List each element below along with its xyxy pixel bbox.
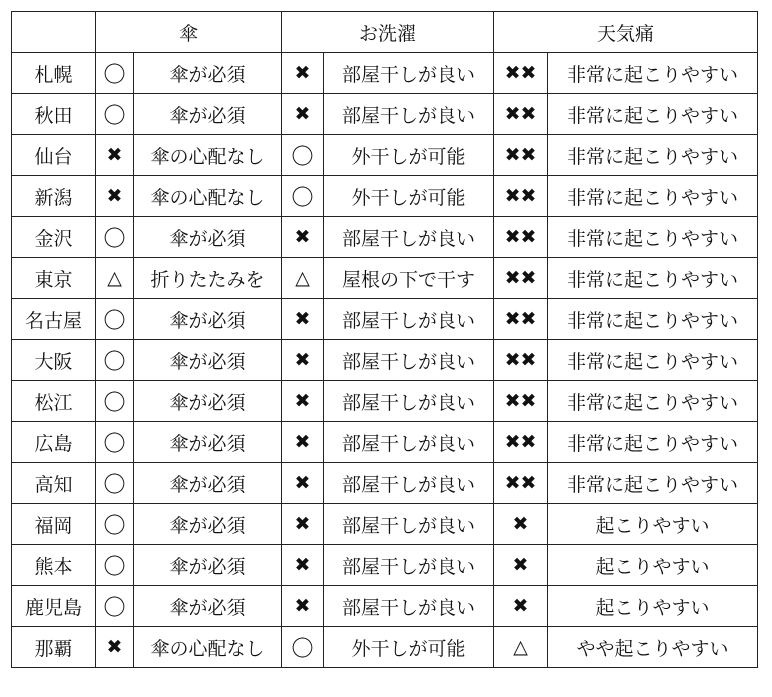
weather-pain-text: 起こりやすい [548, 504, 758, 545]
table-row [12, 340, 758, 381]
umbrella-mark: 〇 [96, 381, 134, 422]
laundry-text: 部屋干しが良い [324, 545, 494, 586]
laundry-text: 部屋干しが良い [324, 381, 494, 422]
weather-pain-text: やや起こりやすい [548, 627, 758, 668]
header-weather-pain: 天気痛 [494, 12, 758, 53]
umbrella-text: 傘が必須 [134, 381, 282, 422]
forecast-table [11, 11, 758, 668]
laundry-text: 部屋干しが良い [324, 217, 494, 258]
table-row [12, 422, 758, 463]
laundry-mark: ✖ [282, 217, 324, 258]
header-umbrella: 傘 [96, 12, 282, 53]
city-cell: 那覇 [12, 627, 96, 668]
laundry-mark: ✖ [282, 504, 324, 545]
umbrella-text: 傘が必須 [134, 422, 282, 463]
laundry-text: 部屋干しが良い [324, 422, 494, 463]
city-cell: 高知 [12, 463, 96, 504]
umbrella-text: 傘の心配なし [134, 135, 282, 176]
city-cell: 新潟 [12, 176, 96, 217]
weather-pain-text: 非常に起こりやすい [548, 176, 758, 217]
laundry-text: 部屋干しが良い [324, 504, 494, 545]
table-row [12, 545, 758, 586]
umbrella-mark: 〇 [96, 545, 134, 586]
table-row [12, 586, 758, 627]
weather-pain-mark: ✖✖ [494, 94, 548, 135]
umbrella-text: 傘が必須 [134, 586, 282, 627]
weather-pain-mark: △ [494, 627, 548, 668]
umbrella-mark: ✖ [96, 176, 134, 217]
laundry-text: 部屋干しが良い [324, 94, 494, 135]
umbrella-mark: 〇 [96, 299, 134, 340]
city-cell: 福岡 [12, 504, 96, 545]
umbrella-text: 傘が必須 [134, 94, 282, 135]
umbrella-mark: 〇 [96, 340, 134, 381]
weather-pain-text: 起こりやすい [548, 586, 758, 627]
city-cell: 広島 [12, 422, 96, 463]
laundry-mark: ✖ [282, 422, 324, 463]
table-row [12, 627, 758, 668]
laundry-mark: ✖ [282, 463, 324, 504]
laundry-mark: 〇 [282, 135, 324, 176]
table-row [12, 258, 758, 299]
umbrella-text: 傘の心配なし [134, 176, 282, 217]
umbrella-text: 傘の心配なし [134, 627, 282, 668]
table-row [12, 135, 758, 176]
city-cell: 熊本 [12, 545, 96, 586]
weather-pain-text: 非常に起こりやすい [548, 463, 758, 504]
umbrella-text: 傘が必須 [134, 340, 282, 381]
weather-pain-mark: ✖ [494, 586, 548, 627]
table-row [12, 381, 758, 422]
table-row [12, 176, 758, 217]
weather-pain-mark: ✖ [494, 545, 548, 586]
umbrella-text: 傘が必須 [134, 299, 282, 340]
header-blank [12, 12, 96, 53]
laundry-mark: ✖ [282, 94, 324, 135]
weather-pain-mark: ✖✖ [494, 340, 548, 381]
umbrella-mark: 〇 [96, 94, 134, 135]
weather-pain-text: 起こりやすい [548, 545, 758, 586]
weather-pain-mark: ✖✖ [494, 258, 548, 299]
weather-pain-text: 非常に起こりやすい [548, 258, 758, 299]
weather-pain-mark: ✖✖ [494, 381, 548, 422]
laundry-mark: △ [282, 258, 324, 299]
table-row [12, 299, 758, 340]
laundry-text: 部屋干しが良い [324, 340, 494, 381]
umbrella-text: 傘が必須 [134, 545, 282, 586]
table-body [12, 53, 758, 668]
city-cell: 仙台 [12, 135, 96, 176]
laundry-text: 外干しが可能 [324, 176, 494, 217]
city-cell: 金沢 [12, 217, 96, 258]
umbrella-text: 傘が必須 [134, 53, 282, 94]
city-cell: 札幌 [12, 53, 96, 94]
laundry-text: 部屋干しが良い [324, 53, 494, 94]
weather-pain-mark: ✖✖ [494, 53, 548, 94]
laundry-mark: 〇 [282, 627, 324, 668]
umbrella-text: 傘が必須 [134, 504, 282, 545]
weather-pain-text: 非常に起こりやすい [548, 381, 758, 422]
weather-pain-text: 非常に起こりやすい [548, 135, 758, 176]
laundry-mark: 〇 [282, 176, 324, 217]
city-cell: 鹿児島 [12, 586, 96, 627]
umbrella-mark: 〇 [96, 422, 134, 463]
umbrella-mark: 〇 [96, 586, 134, 627]
umbrella-mark: 〇 [96, 463, 134, 504]
laundry-text: 外干しが可能 [324, 627, 494, 668]
header-row [12, 12, 758, 53]
table-row [12, 94, 758, 135]
city-cell: 東京 [12, 258, 96, 299]
laundry-mark: ✖ [282, 340, 324, 381]
table-row [12, 217, 758, 258]
table-row [12, 463, 758, 504]
city-cell: 秋田 [12, 94, 96, 135]
laundry-text: 外干しが可能 [324, 135, 494, 176]
weather-pain-text: 非常に起こりやすい [548, 217, 758, 258]
weather-pain-mark: ✖✖ [494, 176, 548, 217]
weather-pain-text: 非常に起こりやすい [548, 94, 758, 135]
weather-pain-text: 非常に起こりやすい [548, 299, 758, 340]
weather-pain-text: 非常に起こりやすい [548, 53, 758, 94]
header-laundry: お洗濯 [282, 12, 494, 53]
laundry-mark: ✖ [282, 586, 324, 627]
umbrella-mark: ✖ [96, 135, 134, 176]
laundry-text: 屋根の下で干す [324, 258, 494, 299]
umbrella-text: 傘が必須 [134, 463, 282, 504]
city-cell: 松江 [12, 381, 96, 422]
table-row [12, 53, 758, 94]
umbrella-mark: 〇 [96, 504, 134, 545]
laundry-mark: ✖ [282, 53, 324, 94]
weather-pain-mark: ✖✖ [494, 422, 548, 463]
city-cell: 名古屋 [12, 299, 96, 340]
weather-pain-text: 非常に起こりやすい [548, 340, 758, 381]
laundry-text: 部屋干しが良い [324, 299, 494, 340]
weather-pain-mark: ✖✖ [494, 463, 548, 504]
table-row [12, 504, 758, 545]
laundry-text: 部屋干しが良い [324, 586, 494, 627]
laundry-text: 部屋干しが良い [324, 463, 494, 504]
weather-pain-mark: ✖✖ [494, 299, 548, 340]
umbrella-mark: ✖ [96, 627, 134, 668]
umbrella-text: 傘が必須 [134, 217, 282, 258]
weather-pain-text: 非常に起こりやすい [548, 422, 758, 463]
umbrella-mark: △ [96, 258, 134, 299]
umbrella-text: 折りたたみを [134, 258, 282, 299]
city-cell: 大阪 [12, 340, 96, 381]
weather-pain-mark: ✖✖ [494, 135, 548, 176]
weather-pain-mark: ✖✖ [494, 217, 548, 258]
weather-pain-mark: ✖ [494, 504, 548, 545]
umbrella-mark: 〇 [96, 53, 134, 94]
umbrella-mark: 〇 [96, 217, 134, 258]
laundry-mark: ✖ [282, 381, 324, 422]
laundry-mark: ✖ [282, 299, 324, 340]
laundry-mark: ✖ [282, 545, 324, 586]
